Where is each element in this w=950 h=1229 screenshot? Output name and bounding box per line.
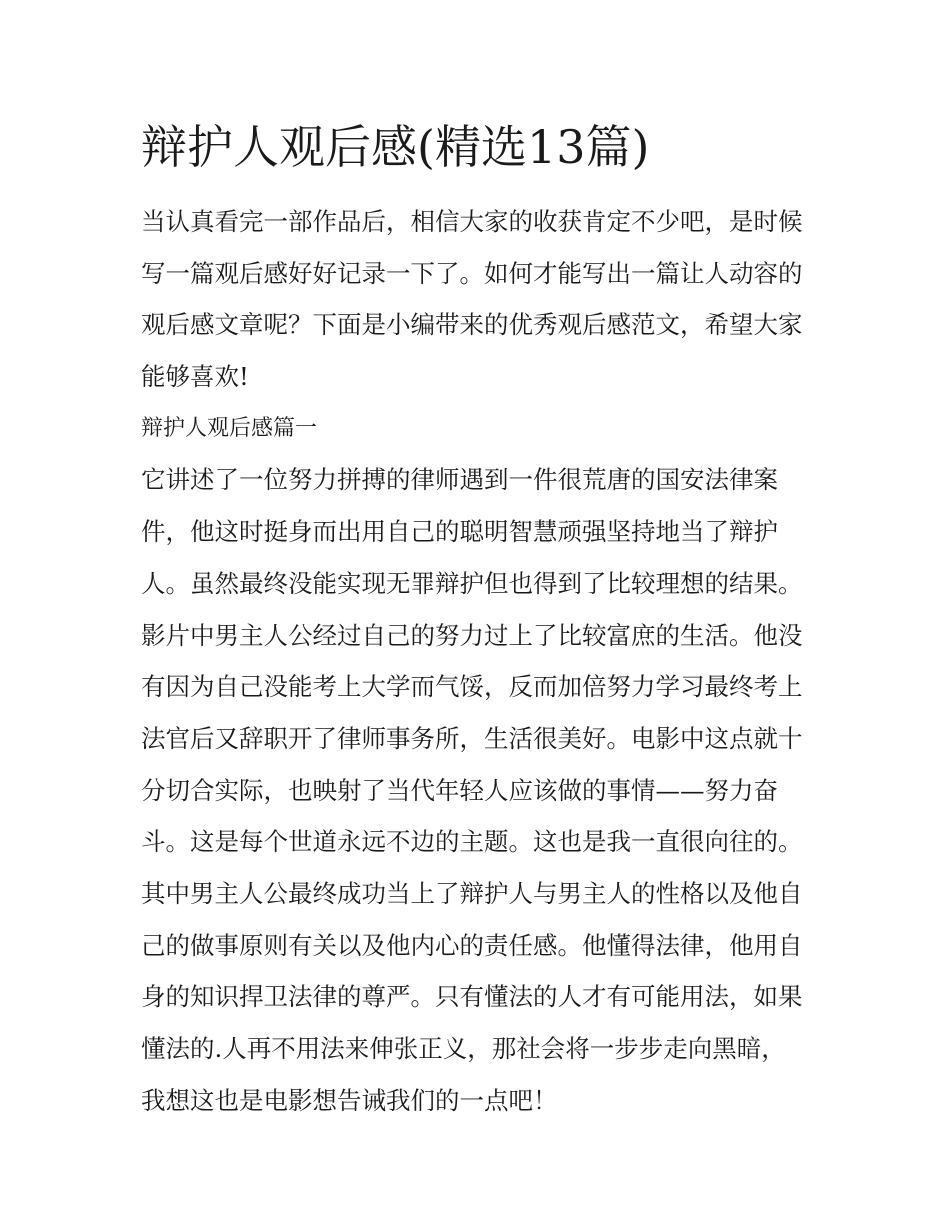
text-line: 观后感文章呢？下面是小编带来的优秀观后感范文，希望大家: [141, 310, 803, 340]
text-line: 人。虽然最终没能实现无罪辩护但也得到了比较理想的结果。: [141, 568, 803, 598]
text-line: 法官后又辞职开了律师事务所，生活很美好。电影中这点就十: [141, 723, 803, 753]
document-title: 辩护人观后感(精选13篇): [141, 120, 650, 174]
text-line: 能够喜欢!: [141, 362, 249, 392]
section-heading: 辩护人观后感篇一: [141, 415, 318, 441]
text-line: 它讲述了一位努力拼搏的律师遇到一件很荒唐的国安法律案: [141, 465, 778, 495]
text-line: 其中男主人公最终成功当上了辩护人与男主人的性格以及他自: [141, 878, 803, 908]
text-line: 分切合实际，也映射了当代年轻人应该做的事情——努力奋: [141, 775, 778, 805]
text-line: 件，他这时挺身而出用自己的聪明智慧顽强坚持地当了辩护: [141, 517, 778, 547]
text-line: 有因为自己没能考上大学而气馁，反而加倍努力学习最终考上: [141, 672, 803, 702]
text-line: 己的做事原则有关以及他内心的责任感。他懂得法律，他用自: [141, 930, 803, 960]
text-line: 我想这也是电影想告诫我们的一点吧！: [141, 1085, 558, 1115]
text-line: 影片中男主人公经过自己的努力过上了比较富庶的生活。他没: [141, 620, 803, 650]
text-line: 写一篇观后感好好记录一下了。如何才能写出一篇让人动容的: [141, 258, 803, 288]
text-line: 斗。这是每个世道永远不边的主题。这也是我一直很向往的。: [141, 827, 803, 857]
text-line: 当认真看完一部作品后，相信大家的收获肯定不少吧，是时候: [141, 207, 803, 236]
text-line: 身的知识捍卫法律的尊严。只有懂法的人才有可能用法，如果: [141, 982, 803, 1012]
text-line: 懂法的.人再不用法来伸张正义，那社会将一步步走向黑暗，: [141, 1034, 786, 1063]
document-body: [141, 196, 813, 1126]
